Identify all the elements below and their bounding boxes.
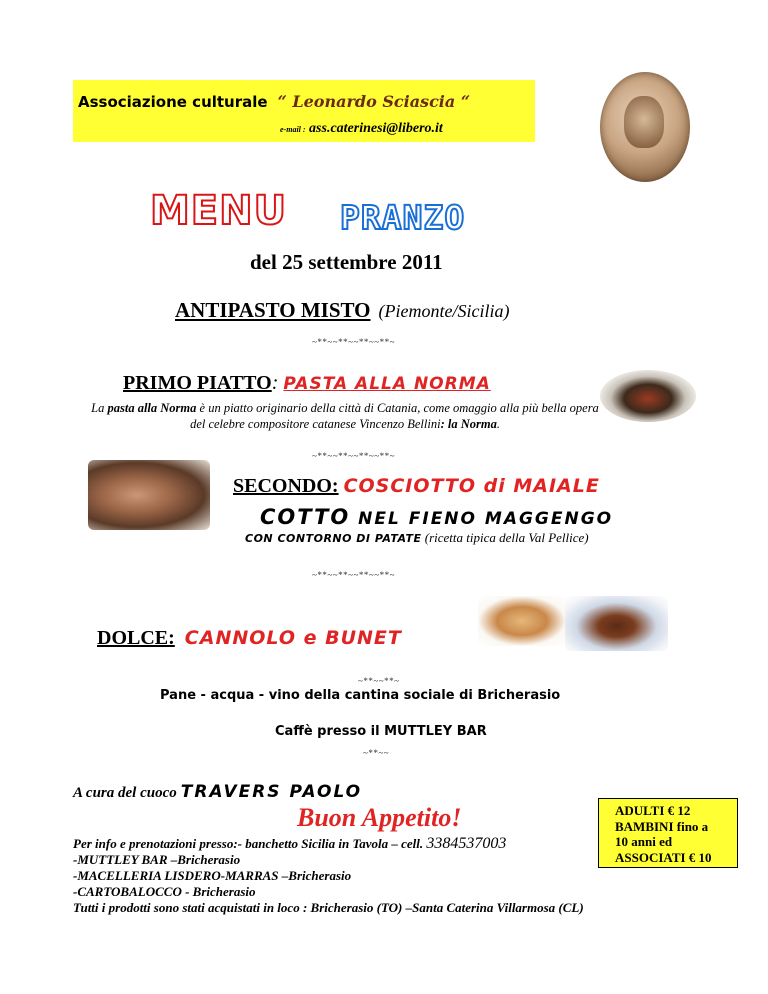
contorno-line — [245, 530, 589, 546]
info-line: -MACELLERIA LISDERO-MARRAS –Bricherasio — [73, 868, 352, 883]
dolce-label: DOLCE: — [97, 627, 175, 649]
antipasto-line — [175, 298, 509, 323]
caffe-line: Caffè presso il MUTTLEY BAR — [275, 724, 487, 739]
desc-text: . — [496, 417, 500, 431]
info-line — [73, 836, 584, 852]
secondo-line — [233, 475, 600, 498]
primo-label: PRIMO PIATTO — [123, 372, 272, 394]
bunet-image — [565, 596, 668, 651]
cotto-big: COTTO — [260, 505, 351, 529]
info-line: -CARTOBALOCCO - Bricherasio — [73, 884, 256, 899]
secondo-label: SECONDO: — [233, 475, 339, 497]
desc-text: è un piatto originario della città di Catania, come omaggio alla più bella opera del celebre compositore catanese Vincenzo Bellini — [190, 401, 599, 431]
cotto-line — [260, 505, 613, 529]
primo-sep: : — [271, 372, 279, 394]
assoc-prefix: Associazione culturale — [78, 93, 268, 111]
cook-label: A cura del cuoco — [73, 785, 177, 801]
roast-pork-image — [88, 460, 210, 530]
coin-medal-image — [600, 72, 690, 182]
buon-appetito: Buon Appetito! — [297, 803, 462, 832]
primo-description — [85, 400, 605, 432]
cook-name: TRAVERS PAOLO — [180, 782, 363, 802]
info-line: -MUTTLEY BAR –Bricherasio — [73, 852, 241, 867]
antipasto-label: ANTIPASTO MISTO — [175, 298, 371, 322]
pane-line: Pane - acqua - vino della cantina sociale di Bricherasio — [160, 688, 561, 703]
cannolo-image — [478, 596, 566, 646]
cook-line — [73, 782, 362, 802]
email-line — [280, 121, 443, 137]
divider: ~**~~**~~**~~**~ — [312, 570, 395, 580]
ricetta-text: (ricetta tipica della Val Pellice) — [421, 530, 589, 545]
info-block — [73, 836, 584, 916]
cotto-rest: NEL FIENO MAGGENGO — [350, 509, 614, 529]
pasta-dish-image — [600, 370, 696, 422]
desc-bold: pasta alla Norma — [107, 401, 197, 415]
phone-number: 3384537003 — [426, 835, 507, 852]
event-date: del 25 settembre 2011 — [250, 250, 443, 274]
divider: ~**~~**~ — [358, 676, 400, 686]
price-box — [598, 798, 738, 868]
contorno-text: CON CONTORNO DI PATATE — [245, 532, 422, 545]
dolce-dish: CANNOLO e BUNET — [184, 627, 402, 649]
email-label: e-mail : — [280, 125, 306, 134]
price-line: BAMBINI fino a — [615, 818, 709, 834]
dolce-line — [97, 627, 402, 650]
menu-title: MENU — [150, 188, 288, 234]
email-address[interactable]: ass.caterinesi@libero.it — [309, 121, 443, 136]
antipasto-origin: (Piemonte/Sicilia) — [378, 301, 510, 321]
divider: ~**~~ — [363, 748, 390, 758]
price-line: ADULTI € 12 — [615, 803, 691, 818]
desc-text: La — [91, 401, 108, 415]
price-line: ASSOCIATI € 10 — [615, 849, 712, 865]
divider: ~**~~**~~**~~**~ — [312, 451, 395, 461]
divider: ~**~~**~~**~~**~ — [312, 337, 395, 347]
price-line: 10 anni ed — [615, 834, 673, 849]
pranzo-title: PRANZO — [340, 198, 466, 237]
assoc-script-name: “ Leonardo Sciascia “ — [277, 92, 471, 111]
info-line: Tutti i prodotti sono stati acquistati in loco : Bricherasio (TO) –Santa Caterina Villarmosa (CL) — [73, 900, 584, 915]
primo-line — [123, 372, 491, 395]
primo-dish: PASTA ALLA NORMA — [283, 374, 491, 394]
info-text: Per info e prenotazioni presso:- banchetto Sicilia in Tavola – cell. — [73, 836, 427, 851]
desc-bold: : la Norma — [440, 417, 497, 431]
association-name — [78, 92, 470, 111]
secondo-dish: COSCIOTTO di MAIALE — [343, 475, 600, 497]
